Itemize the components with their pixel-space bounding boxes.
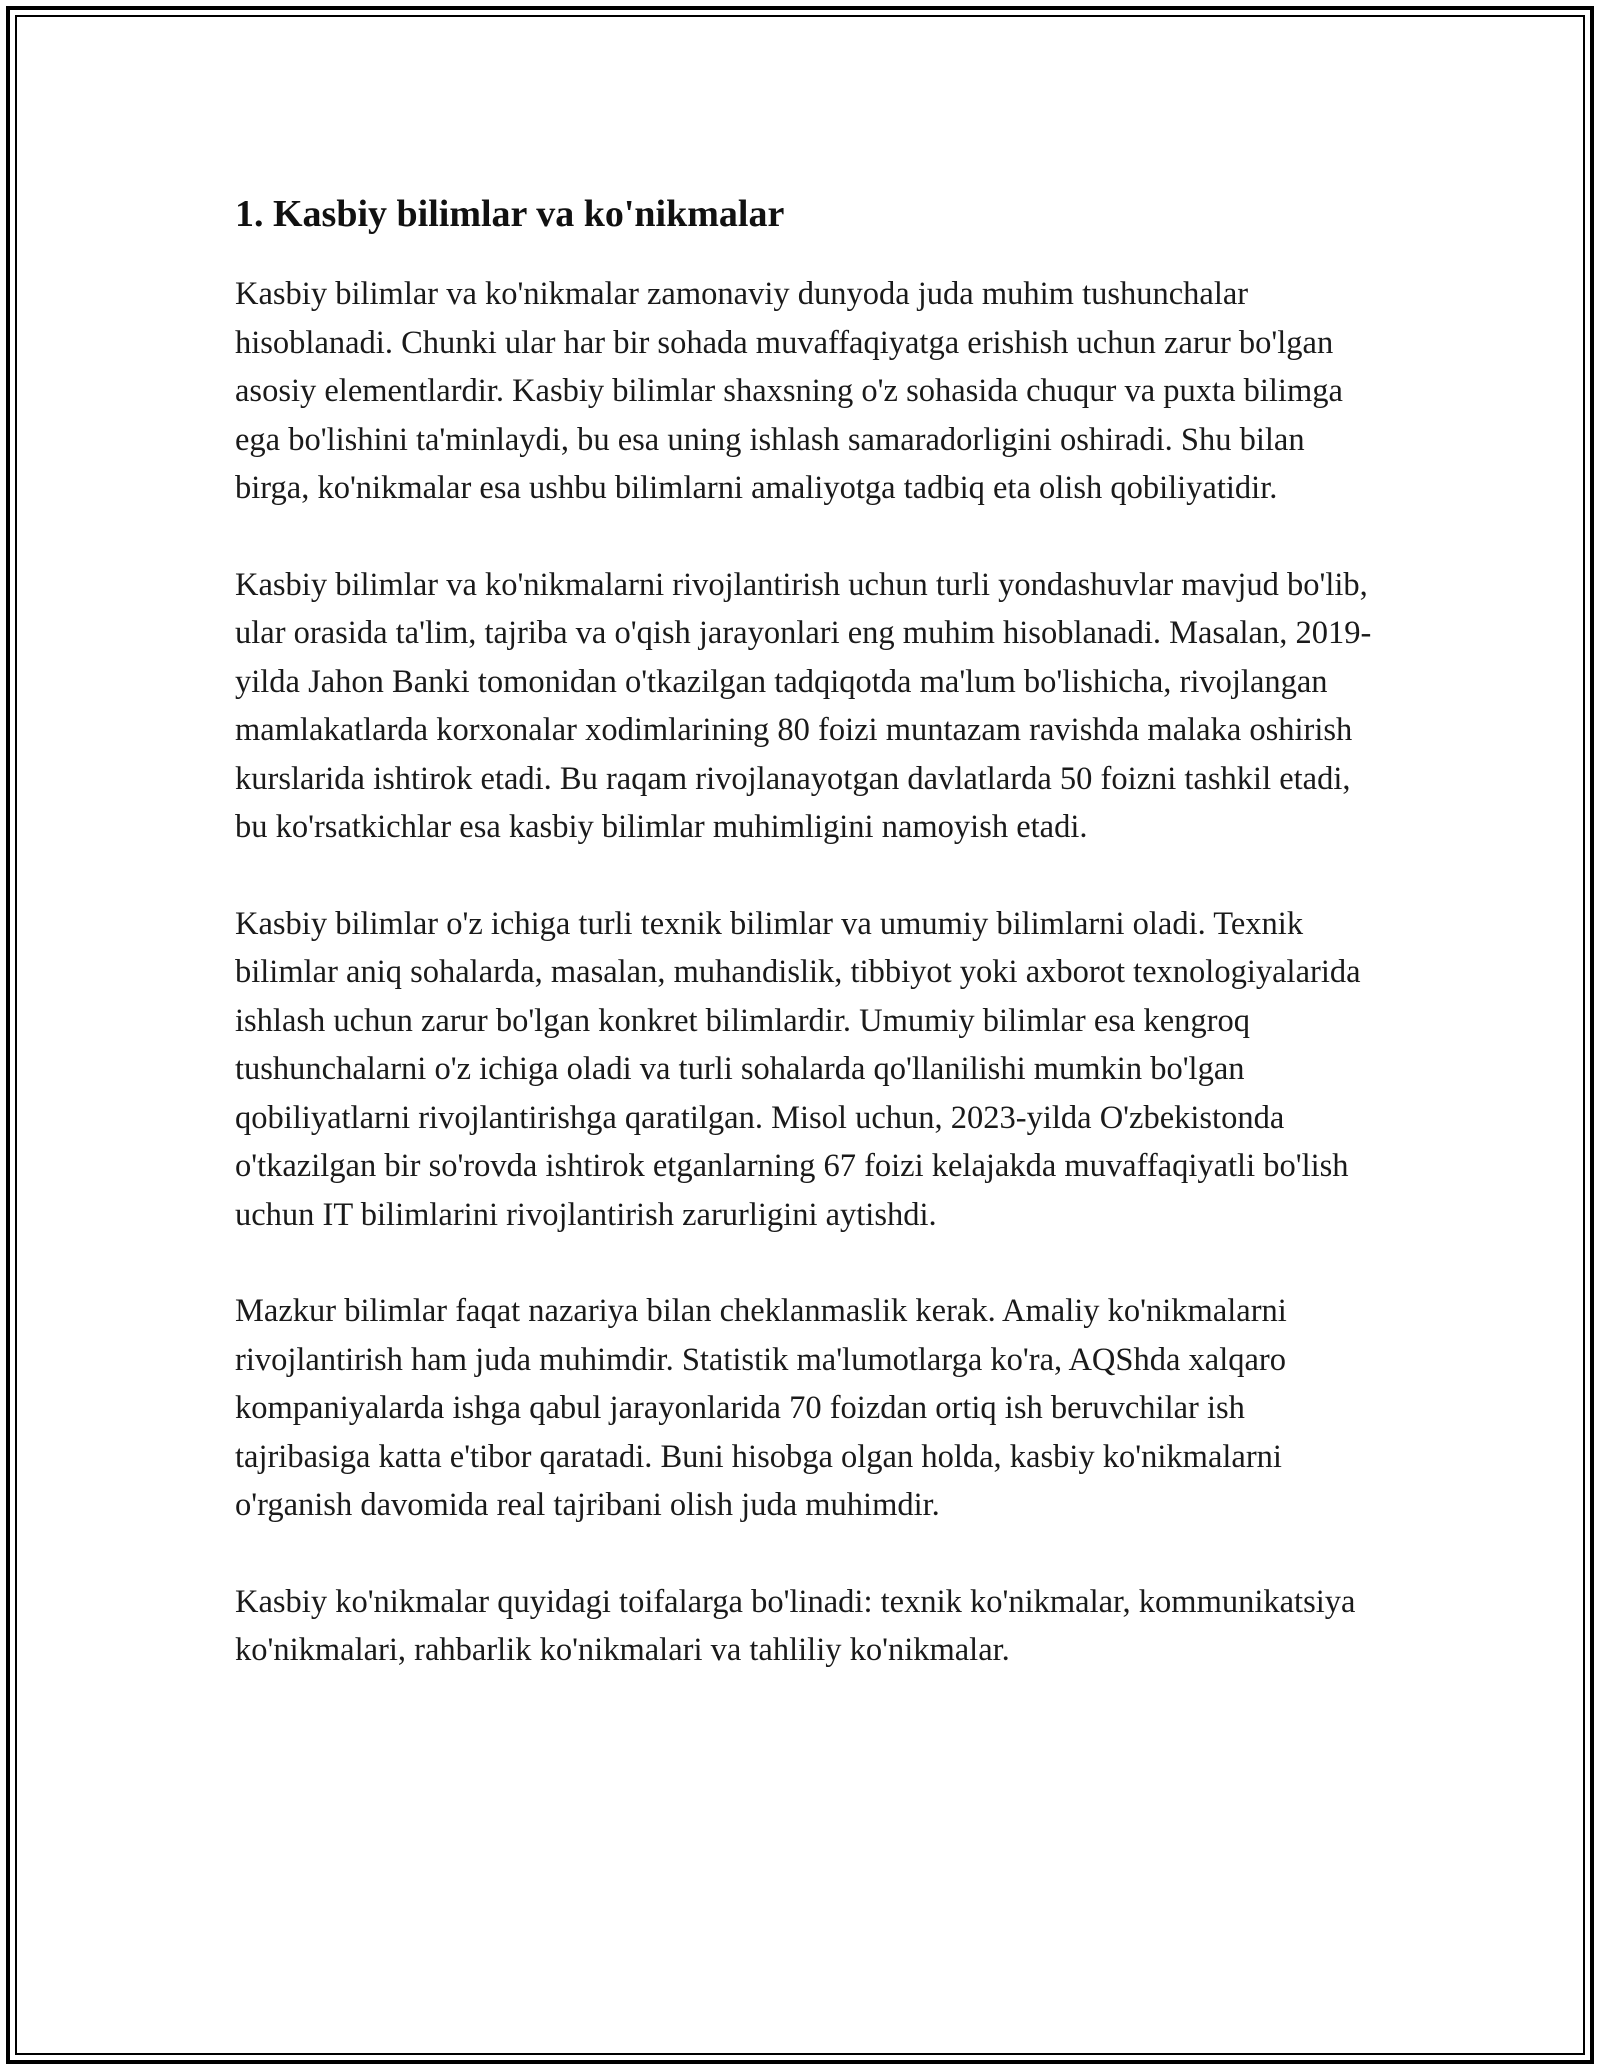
document-body xyxy=(235,188,1375,1675)
paragraph-5: Kasbiy ko'nikmalar quyidagi toifalarga bo'linadi: texnik ko'nikmalar, kommunikatsiya ko'nikmalari, rahbarlik ko'nikmalari va tahliliy ko'nikmalar. xyxy=(235,1583,1356,1668)
section-title: 1. Kasbiy bilimlar va ko'nikmalar xyxy=(235,193,785,235)
paragraph-4: Mazkur bilimlar faqat nazariya bilan cheklanmaslik kerak. Amaliy ko'nikmalarni rivojlantirish ham juda muhimdir. Statistik ma'lumotlarga ko'ra, AQShda xalqaro kompaniyalarda ishga qabul jarayonlarida 70 foizdan ortiq ish beruvchilar ish tajribasiga katta e'tibor qaratadi. Buni hisobga olgan holda, kasbiy ko'nikmalarni o'rganish davomida real tajribani olish juda muhimdir. xyxy=(235,1293,1287,1523)
paragraph-3: Kasbiy bilimlar o'z ichiga turli texnik bilimlar va umumiy bilimlarni oladi. Texnik bilimlar aniq sohalarda, masalan, muhandislik, tibbiyot yoki axborot texnologiyalarida ishlash uchun zarur bo'lgan konkret bilimlardir. Umumiy bilimlar esa kengroq tushunchalarni o'z ichiga oladi va turli sohalarda qo'llanilishi mumkin bo'lgan qobiliyatlarni rivojlantirishga qaratilgan. Misol uchun, 2023-yilda O'zbekistonda o'tkazilgan bir so'rovda ishtirok etganlarning 67 foizi kelajakda muvaffaqiyatli bo'lish uchun IT bilimlarini rivojlantirish zarurligini aytishdi. xyxy=(235,905,1361,1233)
paragraph-2: Kasbiy bilimlar va ko'nikmalarni rivojlantirish uchun turli yondashuvlar mavjud bo'lib, ular orasida ta'lim, tajriba va o'qish jarayonlari eng muhim hisoblanadi. Masalan, 2019-yilda Jahon Banki tomonidan o'tkazilgan tadqiqotda ma'lum bo'lishicha, rivojlangan mamlakatlarda korxonalar xodimlarining 80 foizi muntazam ravishda malaka oshirish kurslarida ishtirok etadi. Bu raqam rivojlanayotgan davlatlarda 50 foizni tashkil etadi, bu ko'rsatkichlar esa kasbiy bilimlar muhimligini namoyish etadi. xyxy=(235,566,1372,845)
paragraph-1: Kasbiy bilimlar va ko'nikmalar zamonaviy dunyoda juda muhim tushunchalar hisoblanadi. Chunki ular har bir sohada muvaffaqiyatga erishish uchun zarur bo'lgan asosiy elementlardir. Kasbiy bilimlar shaxsning o'z sohasida chuqur va puxta bilimga ega bo'lishini ta'minlaydi, bu esa uning ishlash samaradorligini oshiradi. Shu bilan birga, ko'nikmalar esa ushbu bilimlarni amaliyotga tadbiq eta olish qobiliyatidir. xyxy=(235,276,1343,506)
